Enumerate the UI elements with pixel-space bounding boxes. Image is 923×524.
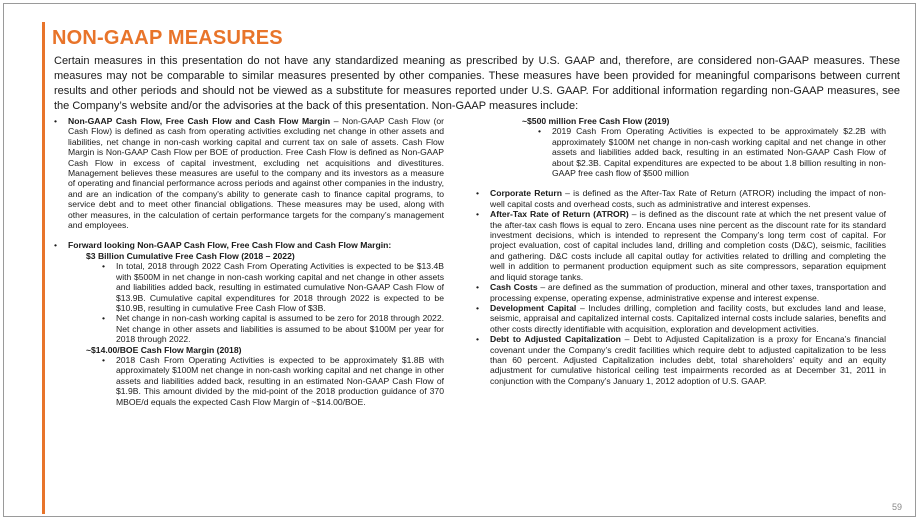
term-definition: – Debt to Adjusted Capitalization is a proxy for Encana’s financial covenant under the Company’s credit facilities which require debt to adjusted capitalization to be less than 60 percent. Adjusted Capitalization includes debt, total shareholders’ equity and an equity adjustment for cumulative historical ceiling test impairments recorded as at December 31, 2011 in conjunction with the Company’s January 1, 2012 adoption of U.S. GAAP. [490, 334, 886, 386]
term-definition: – are defined as the summation of production, mineral and other taxes, transportation and processing expense, operating expense, administrative expense and interest expense. [490, 282, 887, 303]
page-number: 59 [892, 502, 903, 512]
list-item-development-capital [476, 303, 886, 334]
term-label: Corporate Return [490, 188, 562, 199]
intro-paragraph: Certain measures in this presentation do not have any standardized meaning as prescribed by U.S. GAAP and, therefore, are considered non-GAAP measures. These measures may not be comparable to similar measures presented by other companies. These measures have been provided for meaningful comparisons between current results and other periods and should not be viewed as a substitute for measures reported under U.S. GAAP. For additional information regarding non-GAAP measures, see the Company’s website and/or the advisories at the back of this presentation. Non-GAAP measures include: [54, 55, 900, 112]
list-item-cash-flow [54, 116, 444, 230]
sub-list-item: • 2019 Cash From Operating Activities is expected to be approximately $2.2B with approximately $100M net change in non-cash working capital and net change in other assets and liabilities added back, resulting in an estimated Non-GAAP Cash Flow of about $2.3B. Capital expenditures are expected to be about 1.8 billion resulting in non-GAAP free cash flow of $500 million [536, 126, 886, 178]
subheading-fcf-2019: ~$500 million Free Cash Flow (2019) [522, 116, 670, 126]
subheading-cumulative-fcf: $3 Billion Cumulative Free Cash Flow (2018 – 2022) [86, 250, 295, 261]
term-label: Non-GAAP Cash Flow, Free Cash Flow and Cash Flow Margin [68, 116, 331, 126]
list-item-atror [476, 209, 886, 282]
list-item-forward-looking [54, 240, 444, 250]
term-definition: – Non-GAAP Cash Flow (or Cash Flow) is defined as cash from operating activities excluding net change in other assets and liabilities, net change in non-cash working capital and current tax on sale of assets. Cash Flow Margin is Non-GAAP Cash Flow per BOE of production. Free Cash Flow is defined as Non-GAAP Cash Flow in excess of capital investment, excluding net acquisitions and divestitures. Management believes these measures are useful to the company and its investors as a measure of operating and financial performance across periods and against other companies in the industry, and are an indication of the company's ability to generate cash to finance capital programs, to service debt and to meet other financial obligations. These measures may be used, along with other measures, in the calculation of certain performance targets for the company’s management and employees. [68, 116, 444, 231]
sub-list-item: • Net change in non-cash working capital is assumed to be zero for 2018 through 2022. Net change in other assets and liabilities is assumed to be about $100M per year for 2018 through 2022. [100, 313, 444, 344]
right-column [476, 116, 886, 386]
term-label: Development Capital [490, 302, 577, 313]
sub-list-item: • 2018 Cash From Operating Activities is expected to be approximately $1.8B with approximately $100M net change in non-cash working capital and net change in other assets and liabilities added back, resulting in an estimated Non-GAAP Cash Flow of $1.9B. This amount divided by the mid-point of the 2018 production guidance of 370 MBOE/d equals the expected Cash Flow Margin of ~$14.00/BOE. [100, 355, 444, 407]
accent-bar [42, 22, 45, 514]
term-label: Forward looking Non-GAAP Cash Flow, Free Cash Flow and Cash Flow Margin: [68, 240, 392, 251]
sub-list-item: • In total, 2018 through 2022 Cash From Operating Activities is expected to be $13.4B with $500M in net change in non-cash working capital and net change in other assets and liabilities added back, resulting in estimated cumulative Non-GAAP Cash Flow of $13.9B. Cumulative capital expenditures for 2018 through 2022 is expected to be $10.9B, resulting in cumulative Free Cash Flow of $3B. [100, 261, 444, 313]
term-label: Cash Costs [490, 282, 538, 293]
term-definition: – Includes drilling, completion and facility costs, but excludes land and lease, seismic, appraisal and capitalized internal costs. Capitalized internal costs include salaries, benefits and other costs directly identifiable with acquisition, exploration and development activities. [490, 302, 886, 334]
page-title: NON-GAAP MEASURES [52, 27, 283, 49]
left-column [54, 116, 444, 407]
subheading-cash-flow-margin: ~$14.00/BOE Cash Flow Margin (2018) [86, 344, 242, 355]
list-item-debt-to-capitalization [476, 334, 886, 386]
list-item-corporate-return [476, 188, 886, 209]
term-label: After-Tax Rate of Return (ATROR) [490, 209, 629, 220]
term-definition: – is defined as the After-Tax Rate of Return (ATROR) including the impact of non-well capital costs and overhead costs, such as administrative and interest expenses. [490, 188, 886, 209]
term-definition: – is defined as the discount rate at which the net present value of the after-tax cash flows is equal to zero. Encana uses nine percent as the discount rate for its standard investment decisions, which is intended to represent the Company’s long term cost of capital. For project evaluation, cost of capital includes land, drilling and completion costs (D&C), seismic, facilities and gathering. D&C costs include all capital outlay for activities related to drilling and completing the well in addition to permanent production equipment such as site compressors, separation equipment and liquid storage tanks. [490, 209, 887, 282]
list-item-cash-costs [476, 282, 886, 303]
term-label: Debt to Adjusted Capitalization [490, 334, 621, 345]
